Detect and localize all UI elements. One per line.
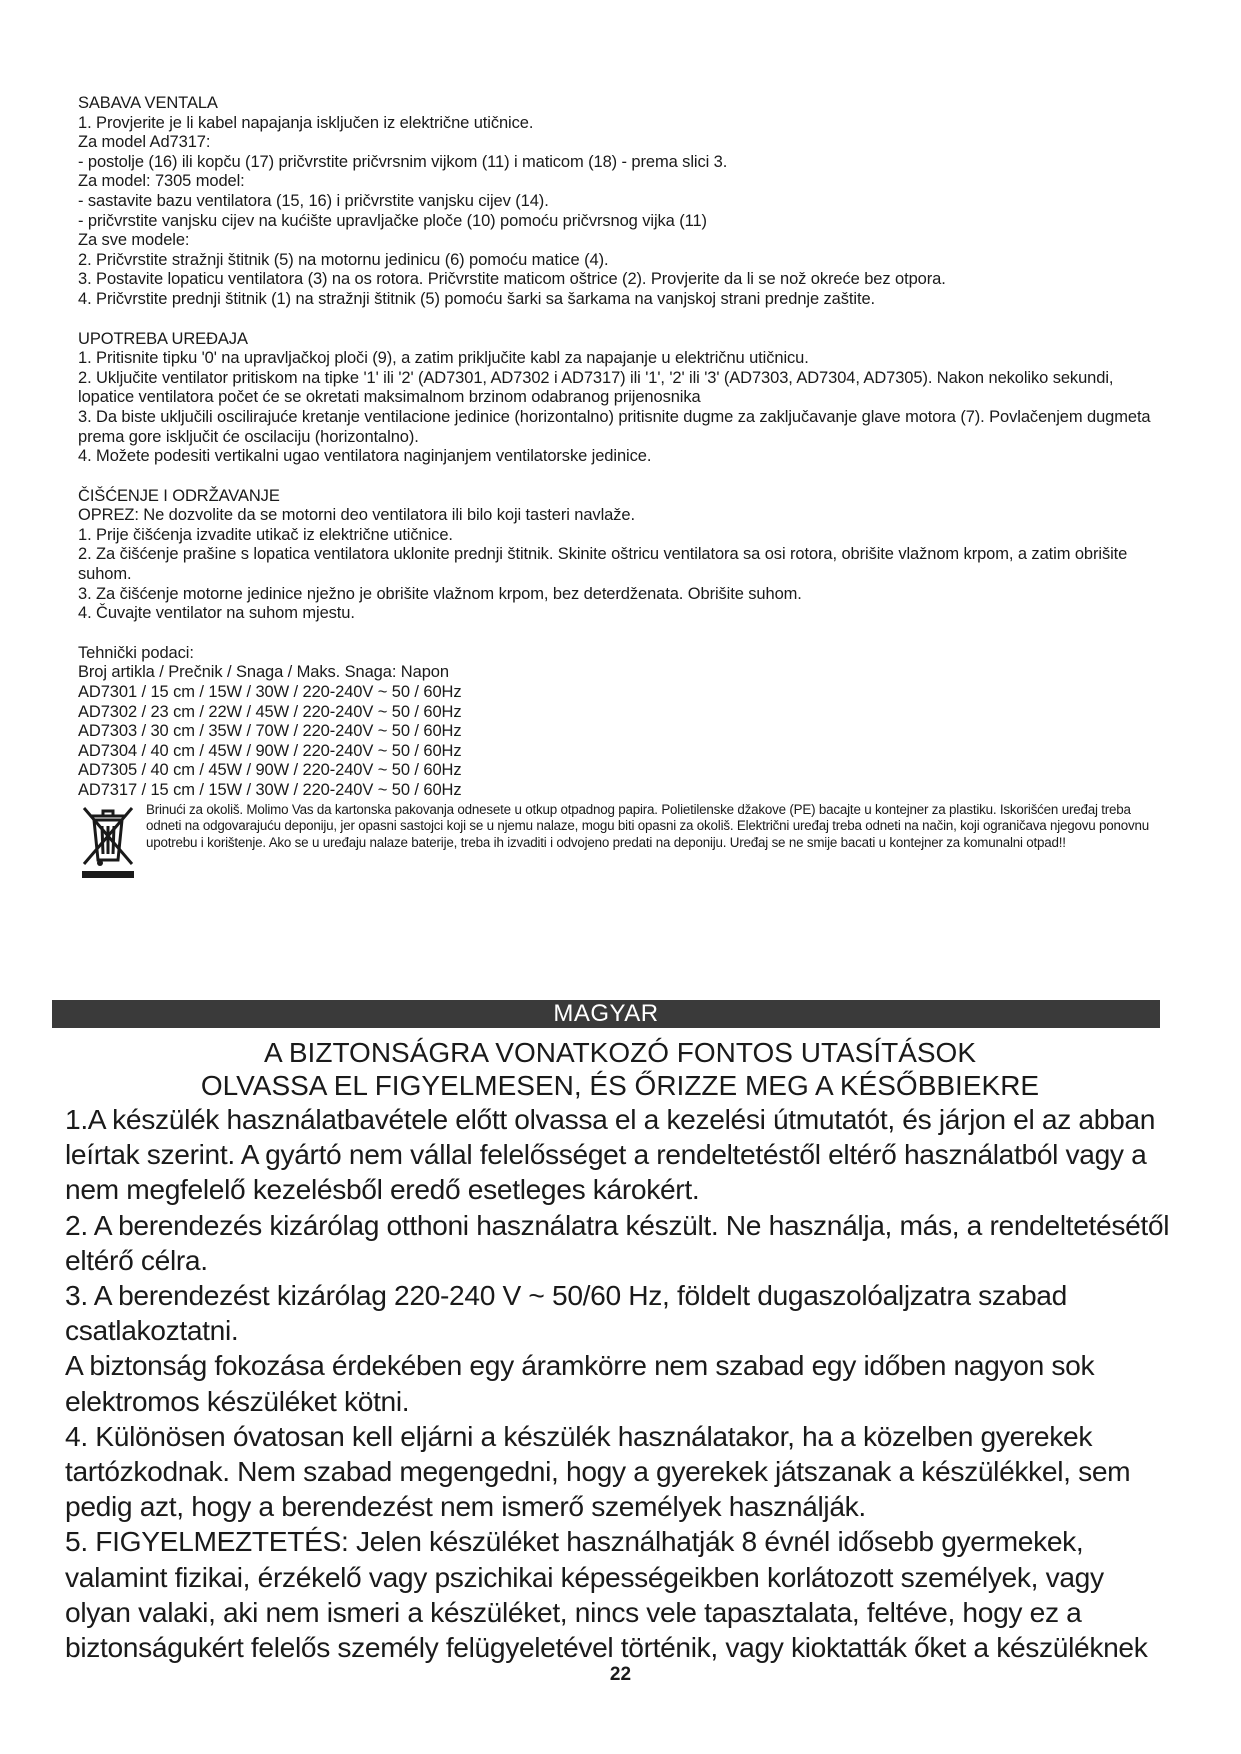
cleaning-line: 2. Za čišćenje prašine s lopatica ventilatora uklonite prednji štitnik. Skinite oštricu ventilatora sa osi rotora, obrišite vlažnom krpom, a zatim obrišite suhom. xyxy=(78,545,1128,584)
cleaning-line: OPREZ: Ne dozvolite da se motorni deo ventilatora ili bilo koji tasteri navlaže. xyxy=(78,506,635,525)
assembly-line: - postolje (16) ili kopču (17) pričvrstite pričvrsnim vijkom (11) i maticom (18) - prema slici 3. xyxy=(78,152,728,171)
cleaning-line: 1. Prije čišćenja izvadite utikač iz električne utičnice. xyxy=(78,525,453,544)
hungarian-paragraph: 2. A berendezés kizárólag otthoni használatra készült. Ne használja, más, a rendeltetésétől eltérő célra. xyxy=(65,1208,1170,1276)
usage-line: 2. Uključite ventilator pritiskom na tipke '1' ili '2' (AD7301, AD7302 i AD7317) ili '1', '2' ili '3' (AD7303, AD7304, AD7305). Nakon nekoliko sekundi, lopatice ventilatora počet će se okretati maksimalnom brzinom odabranog prijenosnika xyxy=(78,368,1114,407)
hungarian-body xyxy=(65,1102,1175,1665)
usage-list xyxy=(78,349,1163,467)
environment-text: Brinući za okoliš. Molimo Vas da kartonska pakovanja odnesete u otkup otpadnog papira. Polietilenske džakove (PE) bacajte u kontejner za plastiku. Iskorišćen uređaj treba odneti na odgovarajuću deponiju, jer opasni sastojci koji se u njemu nalaze, mogu biti opasni za okoliš. Električni uređaj treba odneti na način, koji ograničava njegovu ponovnu upotrebu i korištenje. Ako se u uređaju nalaze baterije, treba ih izvaditi i odvojeno predati na deponiju. Uređaj se ne smije bacati u kontejner za komunalni otpad!! xyxy=(146,801,1150,850)
assembly-title: SABAVA VENTALA xyxy=(78,94,218,112)
assembly-line: 2. Pričvrstite stražnji štitnik (5) na motornu jedinicu (6) pomoću matice (4). xyxy=(78,250,609,269)
hungarian-title-line1: A BIZTONSÁGRA VONATKOZÓ FONTOS UTASÍTÁSOK xyxy=(263,1037,977,1068)
assembly-line: Za model Ad7317: xyxy=(78,133,211,152)
technical-specs xyxy=(78,644,1163,801)
hungarian-paragraph: 4. Különösen óvatosan kell eljárni a készülék használatakor, ha a közelben gyerekek tartózkodnak. Nem szabad megengedni, hogy a gyerekek játszanak a készülékkel, sem pedig azt, hogy a berendezést nem ismerő személyek használják. xyxy=(65,1419,1131,1523)
specs-header: Broj artikla / Prečnik / Snaga / Maks. Snaga: Napon xyxy=(78,663,449,682)
usage-line: 1. Pritisnite tipku '0' na upravljačkoj ploči (9), a zatim priključite kabl za napajanje u električnu utičnicu. xyxy=(78,349,809,368)
spec-row: AD7304 / 40 cm / 45W / 90W / 220-240V ~ 50 / 60Hz xyxy=(78,741,462,760)
usage-title: UPOTREBA UREĐAJA xyxy=(78,329,248,348)
assembly-line: - sastavite bazu ventilatora (15, 16) i pričvrstite vanjsku cijev (14). xyxy=(78,191,549,210)
specs-title: Tehnički podaci: xyxy=(78,643,194,662)
cleaning-list xyxy=(78,506,1163,624)
spec-row: AD7301 / 15 cm / 15W / 30W / 220-240V ~ 50 / 60Hz xyxy=(78,683,462,702)
assembly-line: 4. Pričvrstite prednji štitnik (1) na stražnji štitnik (5) pomoću šarki sa šarkama na vanjskoj strani prednje zaštite. xyxy=(78,289,876,308)
usage-line: 3. Da biste uključili oscilirajuće kretanje ventilacione jedinice (horizontalno) pritisnite dugme za zaključavanje glave motora (7). Povlačenjem dugmeta prema gore isključit će oscilaciju (horizontalno). xyxy=(78,407,1151,446)
croatian-section xyxy=(78,94,1163,880)
spec-row: AD7305 / 40 cm / 45W / 90W / 220-240V ~ 50 / 60Hz xyxy=(78,761,462,780)
hungarian-paragraph: A biztonság fokozása érdekében egy áramkörre nem szabad egy időben nagyon sok elektromos készüléket kötni. xyxy=(65,1349,1095,1417)
crossed-out-bin-icon xyxy=(78,802,138,880)
spec-row: AD7317 / 15 cm / 15W / 30W / 220-240V ~ 50 / 60Hz xyxy=(78,781,462,799)
cleaning-line: 3. Za čišćenje motorne jedinice nježno je obrišite vlažnom krpom, bez deterdženata. Obrišite suhom. xyxy=(78,584,802,603)
page-number: 22 xyxy=(609,1664,632,1685)
hungarian-paragraph: 5. FIGYELMEZTETÉS: Jelen készüléket használhatják 8 évnél idősebb gyermekek, valamint fizikai, érzékelő vagy pszichikai képességeikben korlátozott személyek, vagy olyan valaki, aki nem ismeri a készüléket, nincs vele tapasztalata, feltéve, hogy ez a biztonságukért felelős személy felügyeletével történik, vagy kioktatták őket a készüléknek xyxy=(65,1525,1148,1664)
spec-row: AD7303 / 30 cm / 35W / 70W / 220-240V ~ 50 / 60Hz xyxy=(78,722,462,741)
language-bar: MAGYAR xyxy=(52,1000,1160,1028)
assembly-line: - pričvrstite vanjsku cijev na kućište upravljačke ploče (10) pomoću pričvrsnog vijka (11) xyxy=(78,211,707,230)
usage-line: 4. Možete podesiti vertikalni ugao ventilatora naginjanjem ventilatorske jedinice. xyxy=(78,447,652,466)
assembly-list xyxy=(78,114,1163,310)
hungarian-title-line2: OLVASSA EL FIGYELMESEN, ÉS ŐRIZZE MEG A KÉSŐBBIEKRE xyxy=(200,1070,1040,1101)
cleaning-title: ČIŠĆENJE I ODRŽAVANJE xyxy=(78,486,280,505)
hungarian-section xyxy=(65,1036,1175,1665)
environment-notice xyxy=(78,802,1163,880)
spec-row: AD7302 / 23 cm / 22W / 45W / 220-240V ~ 50 / 60Hz xyxy=(78,702,462,721)
assembly-line: Za model: 7305 model: xyxy=(78,172,245,191)
cleaning-line: 4. Čuvajte ventilator na suhom mjestu. xyxy=(78,604,355,623)
assembly-line: 3. Postavite lopaticu ventilatora (3) na os rotora. Pričvrstite maticom oštrice (2). Provjerite da li se nož okreće bez otpora. xyxy=(78,270,946,289)
assembly-line: Za sve modele: xyxy=(78,231,190,250)
hungarian-paragraph: 1.A készülék használatbavétele előtt olvassa el a kezelési útmutatót, és járjon el az abban leírtak szerint. A gyártó nem vállal felelősséget a rendeltetéstől eltérő használatból vagy a nem megfelelő kezelésből eredő esetleges károkért. xyxy=(65,1103,1156,1206)
hungarian-paragraph: 3. A berendezést kizárólag 220-240 V ~ 50/60 Hz, földelt dugaszolóaljzatra szabad csatlakoztatni. xyxy=(65,1279,1067,1347)
assembly-line: 1. Provjerite je li kabel napajanja isključen iz električne utičnice. xyxy=(78,113,534,132)
